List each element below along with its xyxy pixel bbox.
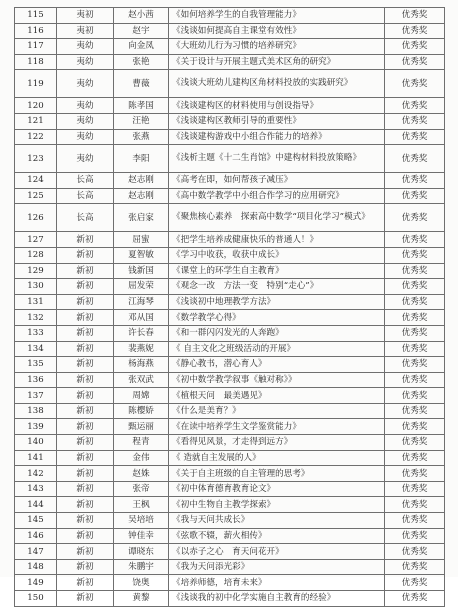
teacher-name-cell: 许长春 bbox=[114, 325, 169, 341]
award-level-cell: 优秀奖 bbox=[385, 279, 445, 295]
award-level-cell: 优秀奖 bbox=[385, 310, 445, 326]
school-cell: 夷幼 bbox=[57, 39, 114, 55]
teacher-name-cell: 张艳 bbox=[114, 54, 169, 70]
teacher-name-cell: 朱鹏宇 bbox=[114, 559, 169, 575]
row-number-cell: 141 bbox=[15, 450, 57, 466]
row-number-cell: 129 bbox=[15, 263, 57, 279]
school-cell: 新初 bbox=[57, 528, 114, 544]
row-number-cell: 144 bbox=[15, 497, 57, 513]
table-row bbox=[15, 325, 445, 341]
school-cell: 长高 bbox=[57, 204, 114, 232]
teacher-name-cell: 钱新国 bbox=[114, 263, 169, 279]
award-level-cell: 优秀奖 bbox=[385, 591, 445, 607]
table-row bbox=[15, 310, 445, 326]
table-row bbox=[15, 388, 445, 404]
award-level-cell: 优秀奖 bbox=[385, 263, 445, 279]
school-cell: 新初 bbox=[57, 247, 114, 263]
table-row bbox=[15, 403, 445, 419]
paper-title-cell: 《初中生物自主教学探索》 bbox=[169, 497, 385, 513]
paper-title-cell: 《把学生培养成健康快乐的普通人！》 bbox=[169, 232, 385, 248]
table-row bbox=[15, 129, 445, 145]
school-cell: 新初 bbox=[57, 450, 114, 466]
paper-title-cell: 《关于自主班级的自主管理的思考》 bbox=[169, 466, 385, 482]
school-cell: 新初 bbox=[57, 372, 114, 388]
school-cell: 新初 bbox=[57, 559, 114, 575]
teacher-name-cell: 谭晓东 bbox=[114, 544, 169, 560]
school-cell: 新初 bbox=[57, 341, 114, 357]
awards-table-body bbox=[15, 8, 445, 607]
row-number-cell: 126 bbox=[15, 204, 57, 232]
row-number-cell: 119 bbox=[15, 70, 57, 98]
row-number-cell: 136 bbox=[15, 372, 57, 388]
school-cell: 新初 bbox=[57, 294, 114, 310]
row-number-cell: 116 bbox=[15, 23, 57, 39]
school-cell: 夷幼 bbox=[57, 98, 114, 114]
school-cell: 夷初 bbox=[57, 23, 114, 39]
award-level-cell: 优秀奖 bbox=[385, 559, 445, 575]
table-row bbox=[15, 173, 445, 189]
school-cell: 新初 bbox=[57, 232, 114, 248]
school-cell: 新初 bbox=[57, 575, 114, 591]
table-row bbox=[15, 188, 445, 204]
school-cell: 新初 bbox=[57, 310, 114, 326]
table-row bbox=[15, 247, 445, 263]
teacher-name-cell: 程青 bbox=[114, 435, 169, 451]
table-row bbox=[15, 513, 445, 529]
teacher-name-cell: 黄黎 bbox=[114, 591, 169, 607]
paper-title-cell: 《高考在即，如何帮孩子减压》 bbox=[169, 173, 385, 189]
paper-title-cell: 《浅谈建构游戏中小组合作能力的培养》 bbox=[169, 129, 385, 145]
table-row bbox=[15, 528, 445, 544]
award-level-cell: 优秀奖 bbox=[385, 497, 445, 513]
school-cell: 夷幼 bbox=[57, 145, 114, 173]
award-level-cell: 优秀奖 bbox=[385, 513, 445, 529]
paper-title-cell: 《植根天问 最美遇见》 bbox=[169, 388, 385, 404]
school-cell: 夷幼 bbox=[57, 70, 114, 98]
award-level-cell: 优秀奖 bbox=[385, 173, 445, 189]
school-cell: 新初 bbox=[57, 357, 114, 373]
paper-title-cell: 《静心教书，潜心育人》 bbox=[169, 357, 385, 373]
paper-title-cell: 《 自主文化之班级活动的开展》 bbox=[169, 341, 385, 357]
paper-title-cell: 《初中体育德育教育论文》 bbox=[169, 481, 385, 497]
paper-title-cell: 《关于设计与开展主题式美术区角的研究》 bbox=[169, 54, 385, 70]
teacher-name-cell: 赵姝 bbox=[114, 466, 169, 482]
row-number-cell: 138 bbox=[15, 403, 57, 419]
table-row bbox=[15, 544, 445, 560]
school-cell: 新初 bbox=[57, 403, 114, 419]
row-number-cell: 133 bbox=[15, 325, 57, 341]
table-row bbox=[15, 70, 445, 98]
paper-title-cell: 《聚焦核心素养 探索高中数学“项目化学习”模式》 bbox=[169, 204, 385, 232]
award-level-cell: 优秀奖 bbox=[385, 8, 445, 24]
award-level-cell: 优秀奖 bbox=[385, 544, 445, 560]
school-cell: 长高 bbox=[57, 173, 114, 189]
table-row bbox=[15, 481, 445, 497]
table-row bbox=[15, 232, 445, 248]
paper-title-cell: 《高中数学教学中小组合作学习的应用研究》 bbox=[169, 188, 385, 204]
award-level-cell: 优秀奖 bbox=[385, 435, 445, 451]
school-cell: 新初 bbox=[57, 466, 114, 482]
award-level-cell: 优秀奖 bbox=[385, 129, 445, 145]
table-row bbox=[15, 435, 445, 451]
paper-title-cell: 《在读中培养学生文学鉴赏能力》 bbox=[169, 419, 385, 435]
school-cell: 夷幼 bbox=[57, 54, 114, 70]
row-number-cell: 131 bbox=[15, 294, 57, 310]
award-level-cell: 优秀奖 bbox=[385, 145, 445, 173]
teacher-name-cell: 王枫 bbox=[114, 497, 169, 513]
row-number-cell: 128 bbox=[15, 247, 57, 263]
paper-title-cell: 《大班幼儿行为习惯的培养研究》 bbox=[169, 39, 385, 55]
award-level-cell: 优秀奖 bbox=[385, 325, 445, 341]
table-row bbox=[15, 23, 445, 39]
teacher-name-cell: 屈发荣 bbox=[114, 279, 169, 295]
teacher-name-cell: 屈蜜 bbox=[114, 232, 169, 248]
paper-title-cell: 《什么是美育？》 bbox=[169, 403, 385, 419]
teacher-name-cell: 向金凤 bbox=[114, 39, 169, 55]
award-level-cell: 优秀奖 bbox=[385, 466, 445, 482]
paper-title-cell: 《以赤子之心 育天问花开》 bbox=[169, 544, 385, 560]
school-cell: 夷幼 bbox=[57, 129, 114, 145]
row-number-cell: 132 bbox=[15, 310, 57, 326]
row-number-cell: 145 bbox=[15, 513, 57, 529]
teacher-name-cell: 赵宇 bbox=[114, 23, 169, 39]
award-level-cell: 优秀奖 bbox=[385, 341, 445, 357]
paper-title-cell: 《我为天问添光彩》 bbox=[169, 559, 385, 575]
paper-title-cell: 《浅谈我的初中化学实施自主教育的经验》 bbox=[169, 591, 385, 607]
row-number-cell: 123 bbox=[15, 145, 57, 173]
table-row bbox=[15, 372, 445, 388]
row-number-cell: 135 bbox=[15, 357, 57, 373]
school-cell: 新初 bbox=[57, 388, 114, 404]
school-cell: 夷初 bbox=[57, 8, 114, 24]
school-cell: 新初 bbox=[57, 325, 114, 341]
paper-title-cell: 《如何培养学生的自我管理能力》 bbox=[169, 8, 385, 24]
award-level-cell: 优秀奖 bbox=[385, 294, 445, 310]
school-cell: 新初 bbox=[57, 481, 114, 497]
award-level-cell: 优秀奖 bbox=[385, 481, 445, 497]
teacher-name-cell: 张燕 bbox=[114, 129, 169, 145]
paper-title-cell: 《看得见风景，才走得到远方》 bbox=[169, 435, 385, 451]
teacher-name-cell: 饶奥 bbox=[114, 575, 169, 591]
teacher-name-cell: 钟佳幸 bbox=[114, 528, 169, 544]
teacher-name-cell: 张启家 bbox=[114, 204, 169, 232]
row-number-cell: 134 bbox=[15, 341, 57, 357]
table-row bbox=[15, 39, 445, 55]
school-cell: 新初 bbox=[57, 591, 114, 607]
award-level-cell: 优秀奖 bbox=[385, 232, 445, 248]
teacher-name-cell: 裴燕妮 bbox=[114, 341, 169, 357]
paper-title-cell: 《我与天问共成长》 bbox=[169, 513, 385, 529]
teacher-name-cell: 曹薇 bbox=[114, 70, 169, 98]
table-row bbox=[15, 575, 445, 591]
table-row bbox=[15, 497, 445, 513]
teacher-name-cell: 李阳 bbox=[114, 145, 169, 173]
award-level-cell: 优秀奖 bbox=[385, 23, 445, 39]
teacher-name-cell: 张双武 bbox=[114, 372, 169, 388]
school-cell: 夷幼 bbox=[57, 113, 114, 129]
row-number-cell: 117 bbox=[15, 39, 57, 55]
award-level-cell: 优秀奖 bbox=[385, 54, 445, 70]
award-level-cell: 优秀奖 bbox=[385, 113, 445, 129]
teacher-name-cell: 邓从国 bbox=[114, 310, 169, 326]
awards-table bbox=[14, 7, 445, 607]
award-level-cell: 优秀奖 bbox=[385, 357, 445, 373]
paper-title-cell: 《初中数学教学叙事《触对称》》 bbox=[169, 372, 385, 388]
award-level-cell: 优秀奖 bbox=[385, 98, 445, 114]
paper-title-cell: 《 造就自主发展的人》 bbox=[169, 450, 385, 466]
table-row bbox=[15, 591, 445, 607]
table-row bbox=[15, 294, 445, 310]
paper-title-cell: 《课堂上的环学生自主教育》 bbox=[169, 263, 385, 279]
row-number-cell: 146 bbox=[15, 528, 57, 544]
row-number-cell: 115 bbox=[15, 8, 57, 24]
school-cell: 新初 bbox=[57, 497, 114, 513]
teacher-name-cell: 周嫦 bbox=[114, 388, 169, 404]
row-number-cell: 122 bbox=[15, 129, 57, 145]
row-number-cell: 118 bbox=[15, 54, 57, 70]
table-row bbox=[15, 145, 445, 173]
row-number-cell: 124 bbox=[15, 173, 57, 189]
row-number-cell: 121 bbox=[15, 113, 57, 129]
paper-title-cell: 《培养师德，培育未来》 bbox=[169, 575, 385, 591]
award-level-cell: 优秀奖 bbox=[385, 372, 445, 388]
table-row bbox=[15, 559, 445, 575]
award-level-cell: 优秀奖 bbox=[385, 70, 445, 98]
paper-title-cell: 《浅谈如何提高自主课堂有效性》 bbox=[169, 23, 385, 39]
table-row bbox=[15, 54, 445, 70]
paper-title-cell: 《学习中收获，收获中成长》 bbox=[169, 247, 385, 263]
row-number-cell: 148 bbox=[15, 559, 57, 575]
award-level-cell: 优秀奖 bbox=[385, 188, 445, 204]
school-cell: 新初 bbox=[57, 419, 114, 435]
award-level-cell: 优秀奖 bbox=[385, 450, 445, 466]
school-cell: 新初 bbox=[57, 544, 114, 560]
teacher-name-cell: 赵志刚 bbox=[114, 188, 169, 204]
teacher-name-cell: 夏智敏 bbox=[114, 247, 169, 263]
table-row bbox=[15, 204, 445, 232]
teacher-name-cell: 汪艳 bbox=[114, 113, 169, 129]
school-cell: 长高 bbox=[57, 188, 114, 204]
award-level-cell: 优秀奖 bbox=[385, 388, 445, 404]
table-row bbox=[15, 357, 445, 373]
award-level-cell: 优秀奖 bbox=[385, 575, 445, 591]
paper-title-cell: 《浅谈建构区的材料使用与创设指导》 bbox=[169, 98, 385, 114]
award-level-cell: 优秀奖 bbox=[385, 419, 445, 435]
teacher-name-cell: 陈孝国 bbox=[114, 98, 169, 114]
paper-title-cell: 《和一群闪闪发光的人奔跑》 bbox=[169, 325, 385, 341]
row-number-cell: 127 bbox=[15, 232, 57, 248]
award-level-cell: 优秀奖 bbox=[385, 403, 445, 419]
row-number-cell: 150 bbox=[15, 591, 57, 607]
row-number-cell: 147 bbox=[15, 544, 57, 560]
paper-title-cell: 《观念一改 方法一变 特别“走心”》 bbox=[169, 279, 385, 295]
paper-title-cell: 《浅谈初中地理教学方法》 bbox=[169, 294, 385, 310]
row-number-cell: 139 bbox=[15, 419, 57, 435]
award-level-cell: 优秀奖 bbox=[385, 528, 445, 544]
row-number-cell: 130 bbox=[15, 279, 57, 295]
row-number-cell: 140 bbox=[15, 435, 57, 451]
paper-title-cell: 《数学教学心得》 bbox=[169, 310, 385, 326]
teacher-name-cell: 陈樱娇 bbox=[114, 403, 169, 419]
teacher-name-cell: 江海琴 bbox=[114, 294, 169, 310]
award-level-cell: 优秀奖 bbox=[385, 39, 445, 55]
row-number-cell: 142 bbox=[15, 466, 57, 482]
teacher-name-cell: 金伟 bbox=[114, 450, 169, 466]
table-row bbox=[15, 466, 445, 482]
teacher-name-cell: 赵小茜 bbox=[114, 8, 169, 24]
row-number-cell: 120 bbox=[15, 98, 57, 114]
table-row bbox=[15, 8, 445, 24]
school-cell: 新初 bbox=[57, 435, 114, 451]
school-cell: 新初 bbox=[57, 513, 114, 529]
table-row bbox=[15, 98, 445, 114]
teacher-name-cell: 张帝 bbox=[114, 481, 169, 497]
paper-title-cell: 《浅谈建构区教师引导的重要性》 bbox=[169, 113, 385, 129]
table-row bbox=[15, 341, 445, 357]
row-number-cell: 149 bbox=[15, 575, 57, 591]
teacher-name-cell: 甄运丽 bbox=[114, 419, 169, 435]
teacher-name-cell: 杨海燕 bbox=[114, 357, 169, 373]
school-cell: 新初 bbox=[57, 279, 114, 295]
table-row bbox=[15, 419, 445, 435]
teacher-name-cell: 吴培培 bbox=[114, 513, 169, 529]
table-row bbox=[15, 279, 445, 295]
table-row bbox=[15, 113, 445, 129]
paper-title-cell: 《浅析主题《十二生肖馆》中建构材料投放策略》 bbox=[169, 145, 385, 173]
row-number-cell: 125 bbox=[15, 188, 57, 204]
table-row bbox=[15, 450, 445, 466]
award-level-cell: 优秀奖 bbox=[385, 204, 445, 232]
paper-title-cell: 《浅谈大班幼儿建构区角材料投放的实践研究》 bbox=[169, 70, 385, 98]
row-number-cell: 137 bbox=[15, 388, 57, 404]
table-row bbox=[15, 263, 445, 279]
row-number-cell: 143 bbox=[15, 481, 57, 497]
award-level-cell: 优秀奖 bbox=[385, 247, 445, 263]
school-cell: 新初 bbox=[57, 263, 114, 279]
teacher-name-cell: 赵志刚 bbox=[114, 173, 169, 189]
paper-title-cell: 《弦歌不辍，薪火相传》 bbox=[169, 528, 385, 544]
